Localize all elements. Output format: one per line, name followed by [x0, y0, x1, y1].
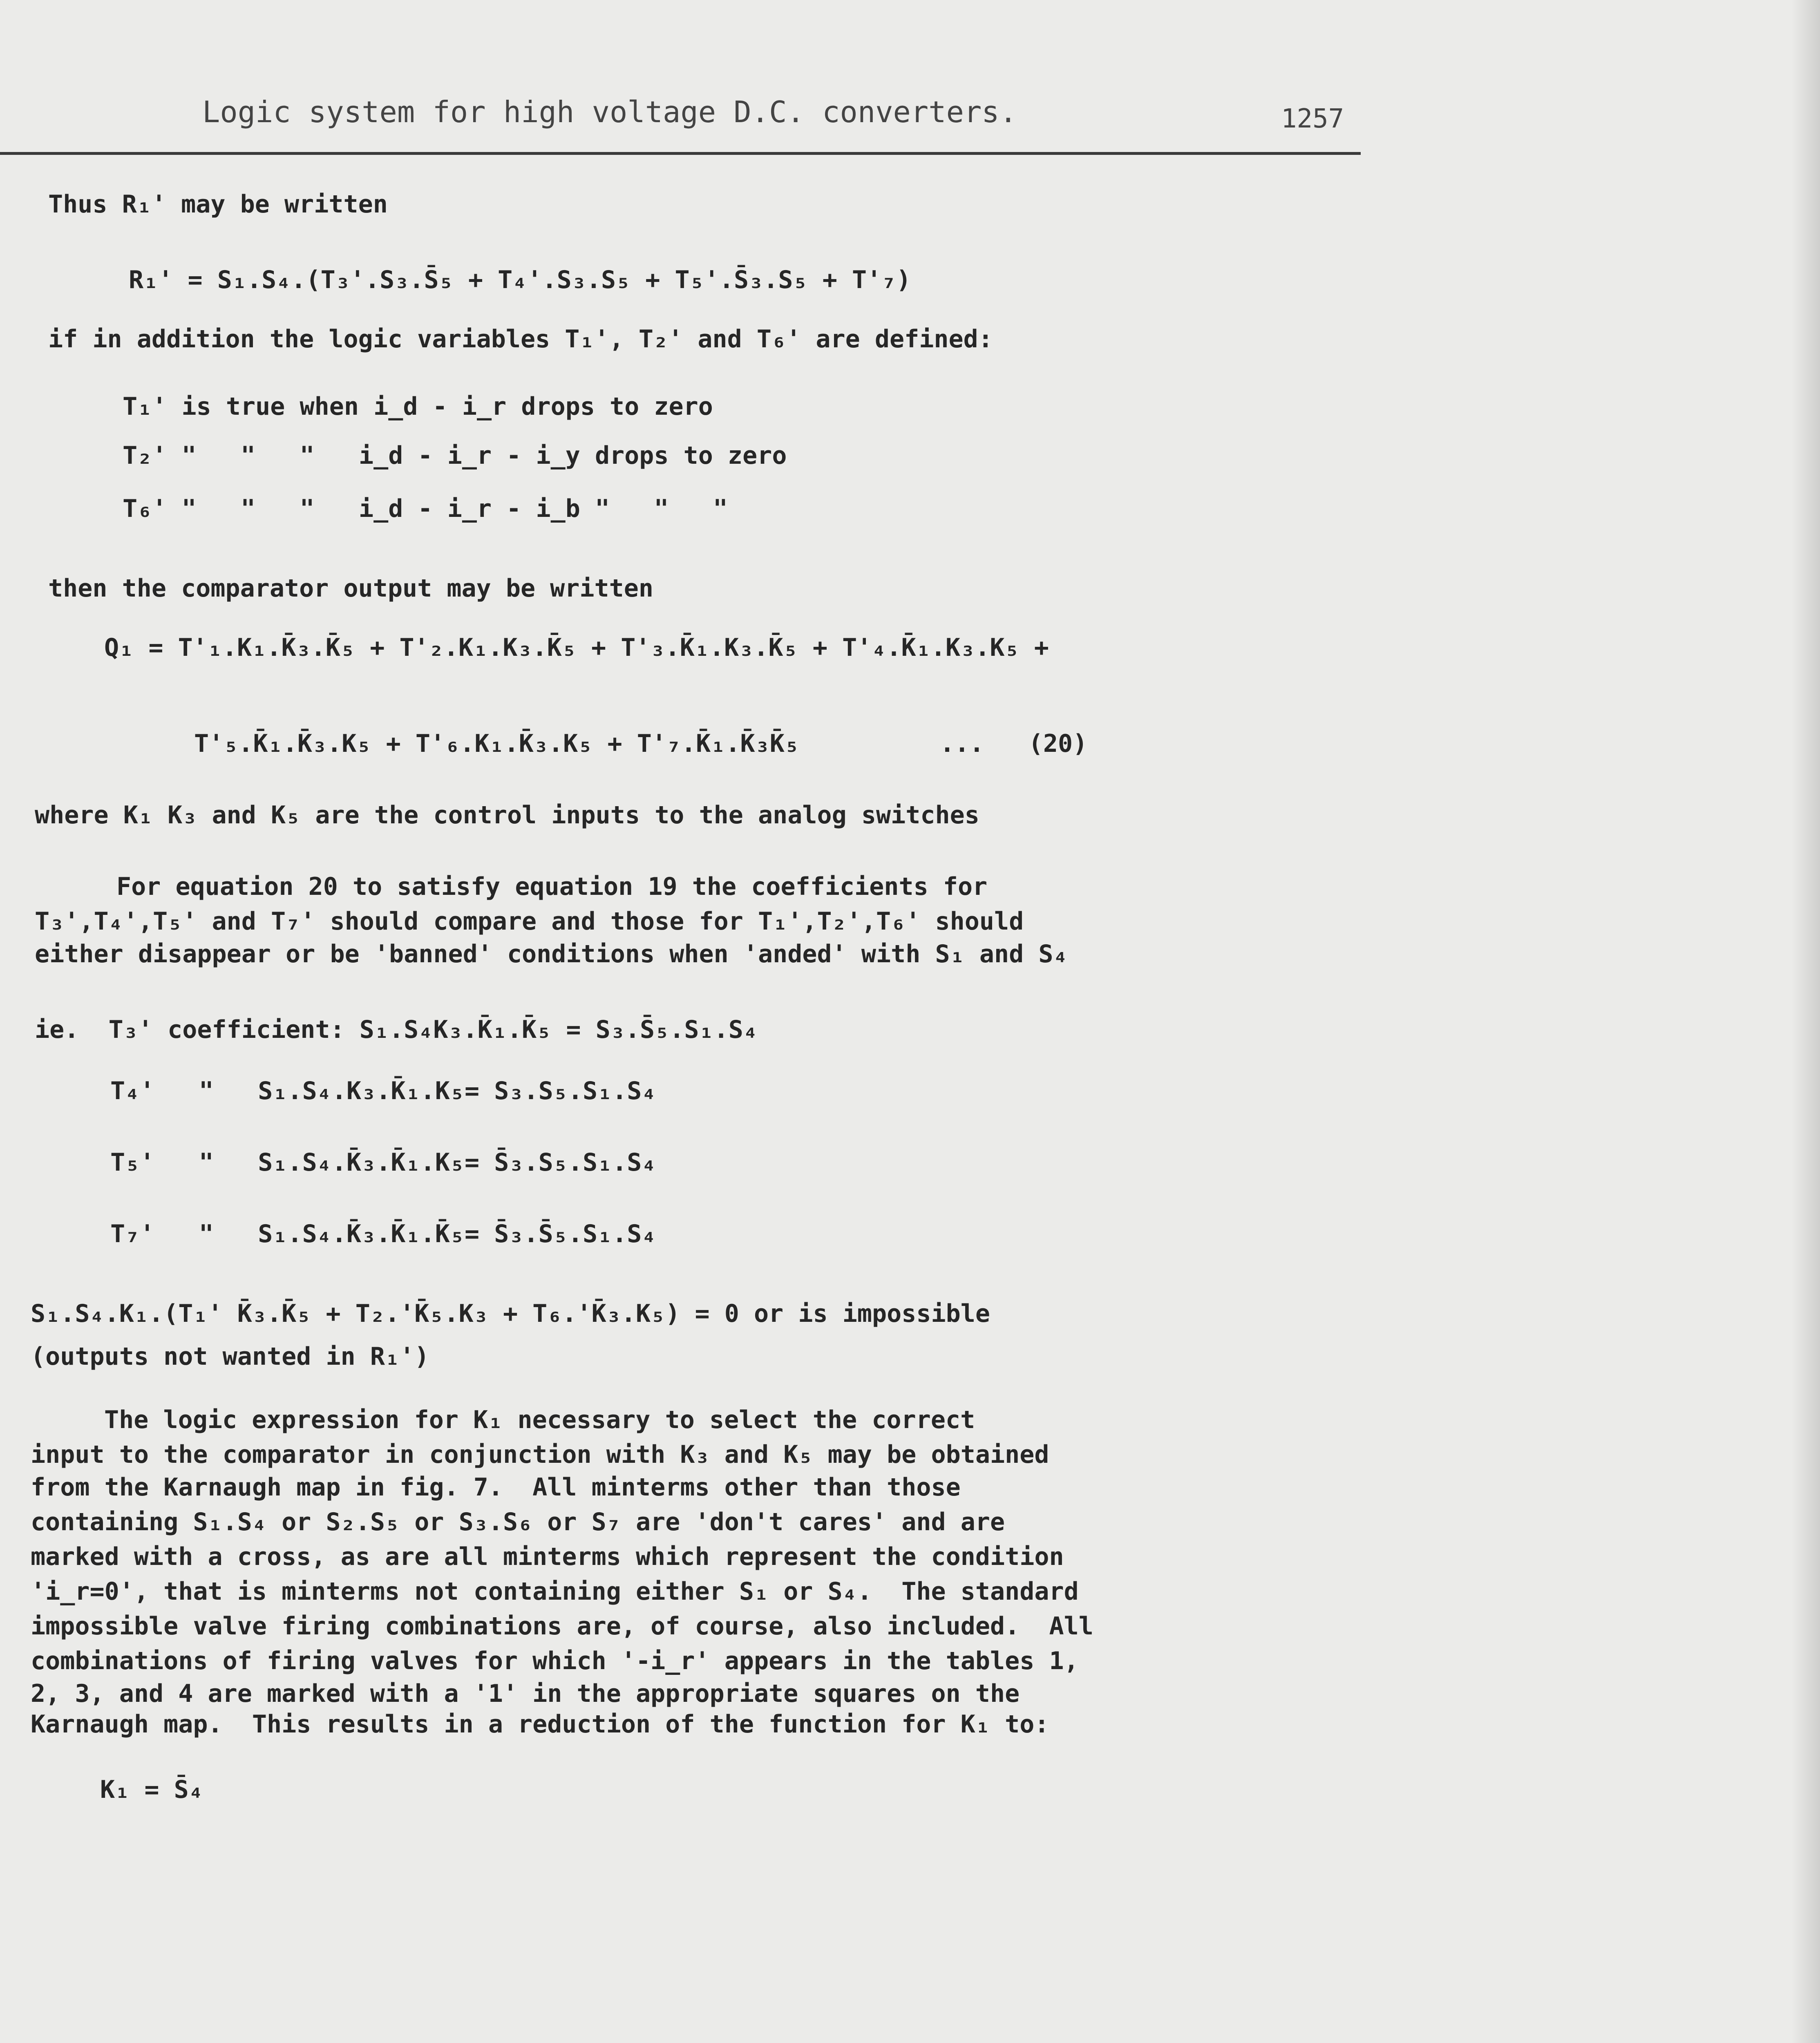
paragraph-karnaugh-line4: containing S₁.S₄ or S₂.S₅ or S₃.S₆ or S₇ are 'don't cares' and are	[31, 1508, 1005, 1536]
paragraph-definitions-intro: if in addition the logic variables T₁', T₂' and T₆' are defined:	[48, 325, 993, 353]
intro-line: Thus R₁' may be written	[48, 190, 388, 219]
coefficient-t3: ie. T₃' coefficient: S₁.S₄K₃.K̄₁.K̄₅ = S₃.S̄₅.S₁.S₄	[35, 1015, 758, 1044]
paragraph-karnaugh-line3: from the Karnaugh map in fig. 7. All minterms other than those	[31, 1473, 961, 1502]
equation-r1: R₁' = S₁.S₄.(T₃'.S₃.S̄₅ + T₄'.S₃.S₅ + T₅'.S̄₃.S₅ + T'₇)	[129, 266, 911, 294]
control-inputs-note: where K₁ K₃ and K₅ are the control inputs to the analog switches	[35, 801, 979, 829]
equation-q1-line1: Q₁ = T'₁.K₁.K̄₃.K̄₅ + T'₂.K₁.K₃.K̄₅ + T'₃.K̄₁.K₃.K̄₅ + T'₄.K̄₁.K₃.K₅ +	[104, 633, 1049, 662]
comparator-intro: then the comparator output may be written	[48, 574, 654, 603]
paragraph-karnaugh-line2: input to the comparator in conjunction with K₃ and K₅ may be obtained	[31, 1440, 1049, 1469]
page-number: 1257	[1281, 104, 1344, 134]
paragraph-karnaugh-line10: Karnaugh map. This results in a reduction of the function for K₁ to:	[31, 1710, 1049, 1739]
coefficient-t5: T₅' " S₁.S₄.K̄₃.K̄₁.K₅= S̄₃.S₅.S₁.S₄	[110, 1148, 657, 1177]
final-equation-k1: K₁ = S̄₄	[100, 1775, 203, 1804]
paragraph-karnaugh-line6: 'i_r=0', that is minterms not containing either S₁ or S₄. The standard	[31, 1577, 1079, 1606]
header-rule	[0, 152, 1361, 155]
definition-t2: T₂' " " " i_d - i_r - i_y drops to zero	[123, 441, 787, 470]
running-title: Logic system for high voltage D.C. converters.	[202, 95, 1017, 129]
paragraph-karnaugh-line5: marked with a cross, as are all minterms which represent the condition	[31, 1542, 1064, 1571]
equation-impossible: S₁.S₄.K₁.(T₁' K̄₃.K̄₅ + T₂.'K̄₅.K₃ + T₆.'K̄₃.K₅) = 0 or is impossible	[31, 1299, 990, 1328]
definition-t1: T₁' is true when i_d - i_r drops to zero	[123, 392, 713, 421]
coefficient-t4: T₄' " S₁.S₄.K₃.K̄₁.K₅= S₃.S₅.S₁.S₄	[110, 1077, 657, 1105]
equation-impossible-note: (outputs not wanted in R₁')	[31, 1342, 429, 1371]
definition-t6: T₆' " " " i_d - i_r - i_b " " "	[123, 494, 728, 523]
paragraph-coefficients-line1: For equation 20 to satisfy equation 19 the coefficients for	[116, 872, 988, 901]
page-edge-shadow	[1791, 0, 1820, 2043]
paragraph-karnaugh-line7: impossible valve firing combinations are, of course, also included. All	[31, 1612, 1093, 1641]
paragraph-karnaugh-line1: The logic expression for K₁ necessary to select the correct	[104, 1406, 975, 1434]
paragraph-coefficients-line2: T₃',T₄',T₅' and T₇' should compare and those for T₁',T₂',T₆' should	[35, 907, 1024, 936]
coefficient-t7: T₇' " S₁.S₄.K̄₃.K̄₁.K̄₅= S̄₃.S̄₅.S₁.S₄	[110, 1220, 657, 1248]
paragraph-karnaugh-line9: 2, 3, and 4 are marked with a '1' in the appropriate squares on the	[31, 1679, 1020, 1708]
equation-q1-line2: T'₅.K̄₁.K̄₃.K₅ + T'₆.K₁.K̄₃.K₅ + T'₇.K̄₁.K̄₃K̄₅	[194, 729, 800, 758]
paragraph-karnaugh-line8: combinations of firing valves for which '-i_r' appears in the tables 1,	[31, 1647, 1079, 1675]
equation-number-20: ... (20)	[940, 729, 1088, 758]
paragraph-coefficients-line3: either disappear or be 'banned' conditions when 'anded' with S₁ and S₄	[35, 940, 1068, 968]
